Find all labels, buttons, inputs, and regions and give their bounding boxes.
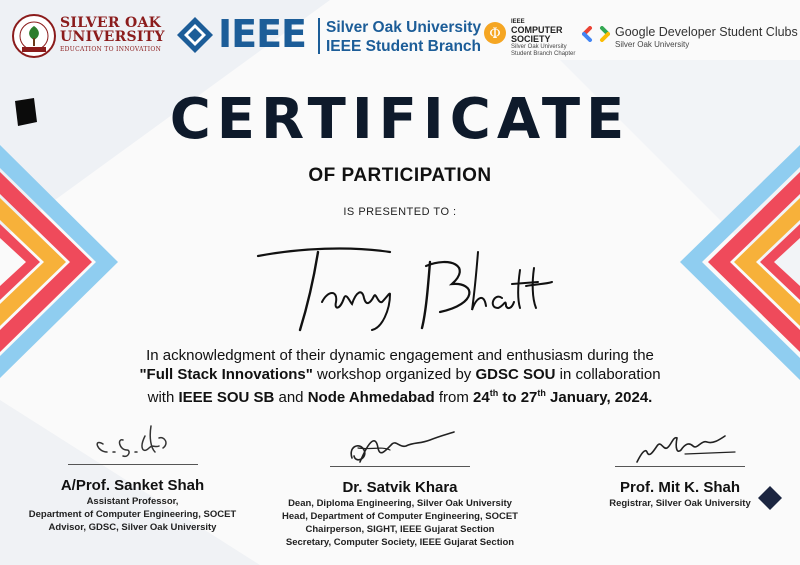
sou-line1: SILVER OAK <box>60 15 162 31</box>
gdsc-text <box>615 25 798 50</box>
svg-text:Φ: Φ <box>489 26 501 42</box>
signatory-3-name: Prof. Mit K. Shah <box>620 479 740 496</box>
cs-line1: IEEE <box>511 19 525 25</box>
signatory-2-name: Dr. Satvik Khara <box>342 479 458 496</box>
signature-3 <box>615 428 745 466</box>
gdsc-title: Google Developer Student Clubs <box>615 25 798 39</box>
date-range <box>473 389 652 406</box>
signature-line-3 <box>615 466 745 467</box>
silver-oak-wordmark <box>60 16 170 53</box>
gdsc-brackets-icon <box>582 26 610 42</box>
signatory-1 <box>10 418 255 534</box>
partner-1: IEEE SOU SB <box>178 389 275 406</box>
ieee-branch-line2: IEEE Student Branch <box>326 38 482 55</box>
date-month-year: January, 2024. <box>545 389 653 406</box>
ieee-divider <box>318 18 320 54</box>
signature-1 <box>73 418 193 464</box>
signatory-1-role-1: Assistant Professor, <box>86 496 179 507</box>
body-text-6: from <box>434 389 474 406</box>
body-line1: In acknowledgment of their dynamic engagement and enthusiasm during the <box>146 347 654 364</box>
signatory-2-role-3: Chairperson, SIGHT, IEEE Gujarat Section <box>305 524 495 535</box>
ieee-diamond-icon <box>176 16 214 54</box>
body-text-2: workshop organized by <box>312 366 476 383</box>
workshop-name: "Full Stack Innovations" <box>139 366 313 383</box>
signatory-2-role-1: Dean, Diploma Engineering, Silver Oak University <box>288 498 512 509</box>
signatory-1-role-2: Department of Computer Engineering, SOCET <box>28 509 237 520</box>
organizer-name: GDSC SOU <box>475 366 556 383</box>
ieee-branch-name <box>326 18 481 56</box>
signature-line-1 <box>68 464 198 465</box>
logo-bar <box>0 8 800 58</box>
signatory-3 <box>565 428 795 510</box>
signatory-1-name: A/Prof. Sanket Shah <box>60 477 205 494</box>
body-text-5: and <box>274 389 308 406</box>
body-text-4: with <box>147 389 179 406</box>
silver-oak-seal-icon <box>12 14 56 58</box>
recipient-name <box>240 232 560 342</box>
signatory-2-role-4: Secretary, Computer Society, IEEE Gujarat Section <box>285 537 515 548</box>
date-to-suffix: th <box>537 388 546 398</box>
body-text-3: in collaboration <box>555 366 661 383</box>
cs-line5: Student Branch Chapter <box>511 51 576 57</box>
cs-line4: Silver Oak University <box>511 44 567 50</box>
ieee-wordmark: IEEE <box>218 12 307 56</box>
partner-2: Node Ahmedabad <box>307 389 435 406</box>
computer-society-text <box>511 19 575 58</box>
date-to: to 27 <box>498 389 538 406</box>
signature-2 <box>330 428 470 466</box>
cs-line3: SOCIETY <box>511 34 551 44</box>
acknowledgment-text <box>90 346 710 407</box>
computer-society-icon <box>483 21 507 45</box>
signatory-1-role-3: Advisor, GDSC, Silver Oak University <box>48 522 217 533</box>
presented-to-label: IS PRESENTED TO : <box>343 206 457 218</box>
date-from-suffix: th <box>489 388 499 398</box>
certificate-title: CERTIFICATE <box>169 87 631 152</box>
sou-line2: UNIVERSITY <box>60 29 165 45</box>
sou-tagline: EDUCATION TO INNOVATION <box>60 46 162 53</box>
signatory-3-role-1: Registrar, Silver Oak University <box>609 498 751 509</box>
signatory-2-role-2: Head, Department of Computer Engineering, SOCET <box>282 511 518 522</box>
date-from: 24 <box>473 389 490 406</box>
certificate-subtitle: OF PARTICIPATION <box>308 165 492 186</box>
signatory-2 <box>270 428 530 549</box>
signature-line-2 <box>330 466 470 467</box>
gdsc-subtitle: Silver Oak University <box>615 40 690 49</box>
ieee-branch-line1: Silver Oak University <box>326 19 482 36</box>
cs-line2: COMPUTER <box>511 25 563 35</box>
